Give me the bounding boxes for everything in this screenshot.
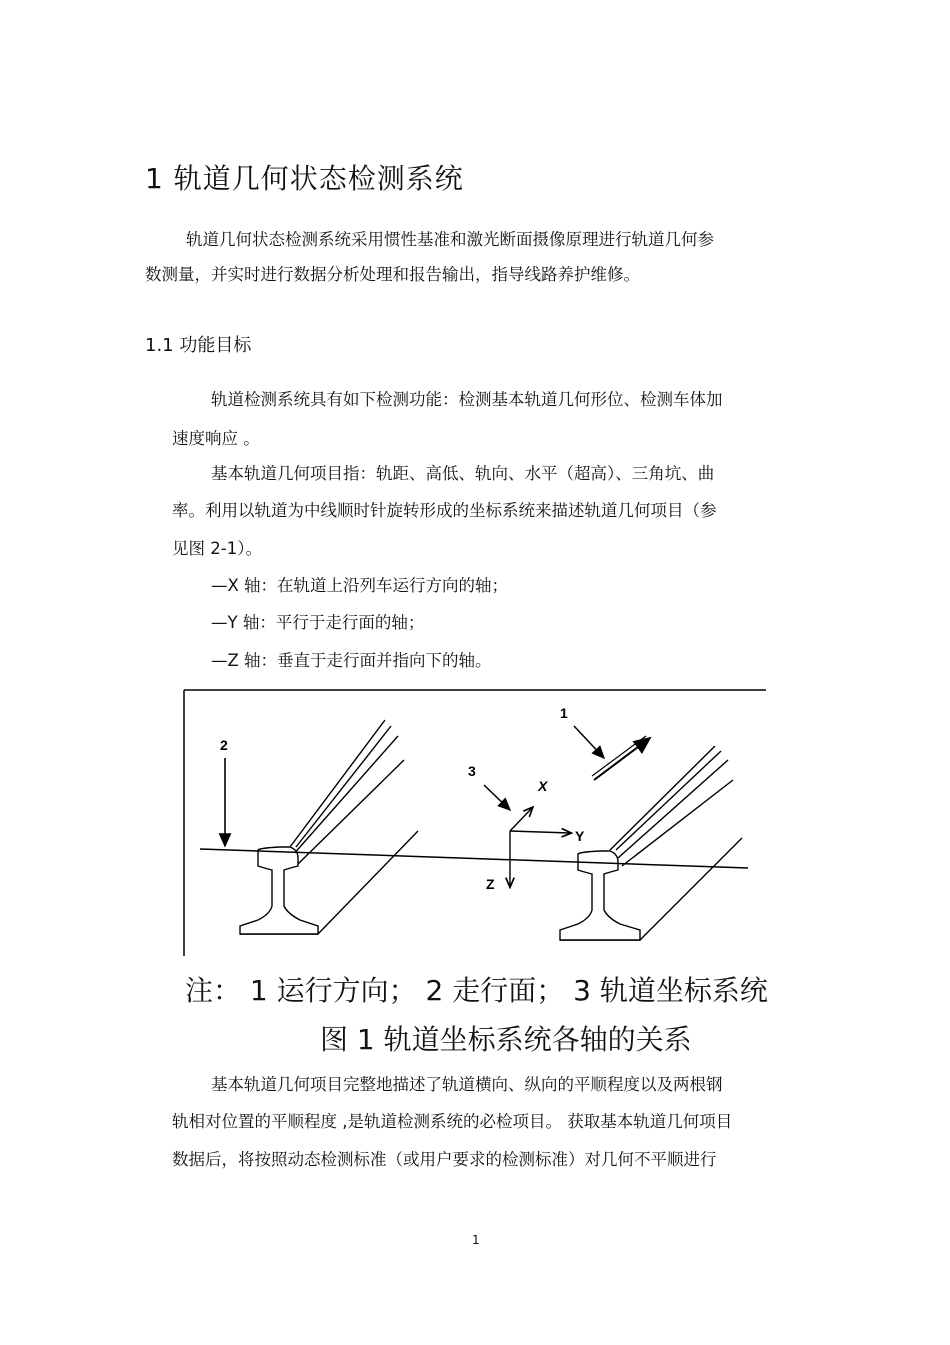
para1-line-1: 轨道检测系统具有如下检测功能：检测基本轨道几何形位、检测车体加 [211, 390, 723, 409]
intro-line-2: 数测量，并实时进行数据分析处理和报告输出，指导线路养护维修。 [145, 265, 640, 284]
axis-z-definition: —Z 轴：垂直于走行面并指向下的轴。 [211, 651, 492, 670]
intro-line-1: 轨道几何状态检测系统采用惯性基准和激光断面摄像原理进行轨道几何参 [186, 230, 714, 249]
figure-label-1: 1 [560, 705, 568, 721]
figure-note: 注： 1 运行方向； 2 走行面； 3 轨道坐标系统 [185, 974, 768, 1007]
para1-line-2: 速度响应 。 [172, 429, 260, 448]
arrow-coordinate-system-pointer [484, 785, 510, 810]
axis-label-z: Z [486, 876, 495, 892]
right-rail [560, 746, 742, 940]
section-heading: 1.1 功能目标 [145, 335, 252, 356]
figure-label-2: 2 [220, 737, 228, 753]
arrow-running-direction-pointer [574, 726, 604, 758]
para2-line-3: 见图 2-1）。 [172, 539, 262, 558]
axis-x-definition: —X 轴：在轨道上沿列车运行方向的轴； [211, 576, 509, 595]
para3-line-3: 数据后，将按照动态检测标准（或用户要求的检测标准）对几何不平顺进行 [172, 1150, 717, 1169]
coordinate-axes [510, 808, 570, 886]
track-coordinate-figure [180, 688, 770, 956]
page-number: 1 [472, 1233, 480, 1247]
left-rail [240, 720, 418, 934]
axis-label-y: Y [575, 828, 585, 844]
para3-line-2: 轨相对位置的平顺程度 ,是轨道检测系统的必检项目。 获取基本轨道几何项目 [172, 1112, 733, 1131]
figure-caption: 图 1 轨道坐标系统各轴的关系 [320, 1023, 692, 1056]
running-direction-arrow [594, 738, 650, 780]
para2-line-2: 率。利用以轨道为中线顺时针旋转形成的坐标系统来描述轨道几何项目（参 [172, 501, 717, 520]
page-heading: 1 轨道几何状态检测系统 [145, 162, 464, 195]
para2-line-1: 基本轨道几何项目指：轨距、高低、轨向、水平（超高）、三角坑、曲 [211, 464, 715, 483]
para3-line-1: 基本轨道几何项目完整地描述了轨道横向、纵向的平顺程度以及两根钢 [211, 1075, 723, 1094]
figure-label-3: 3 [468, 763, 476, 779]
axis-y-definition: —Y 轴：平行于走行面的轴； [211, 613, 425, 632]
axis-label-x: X [538, 778, 548, 794]
